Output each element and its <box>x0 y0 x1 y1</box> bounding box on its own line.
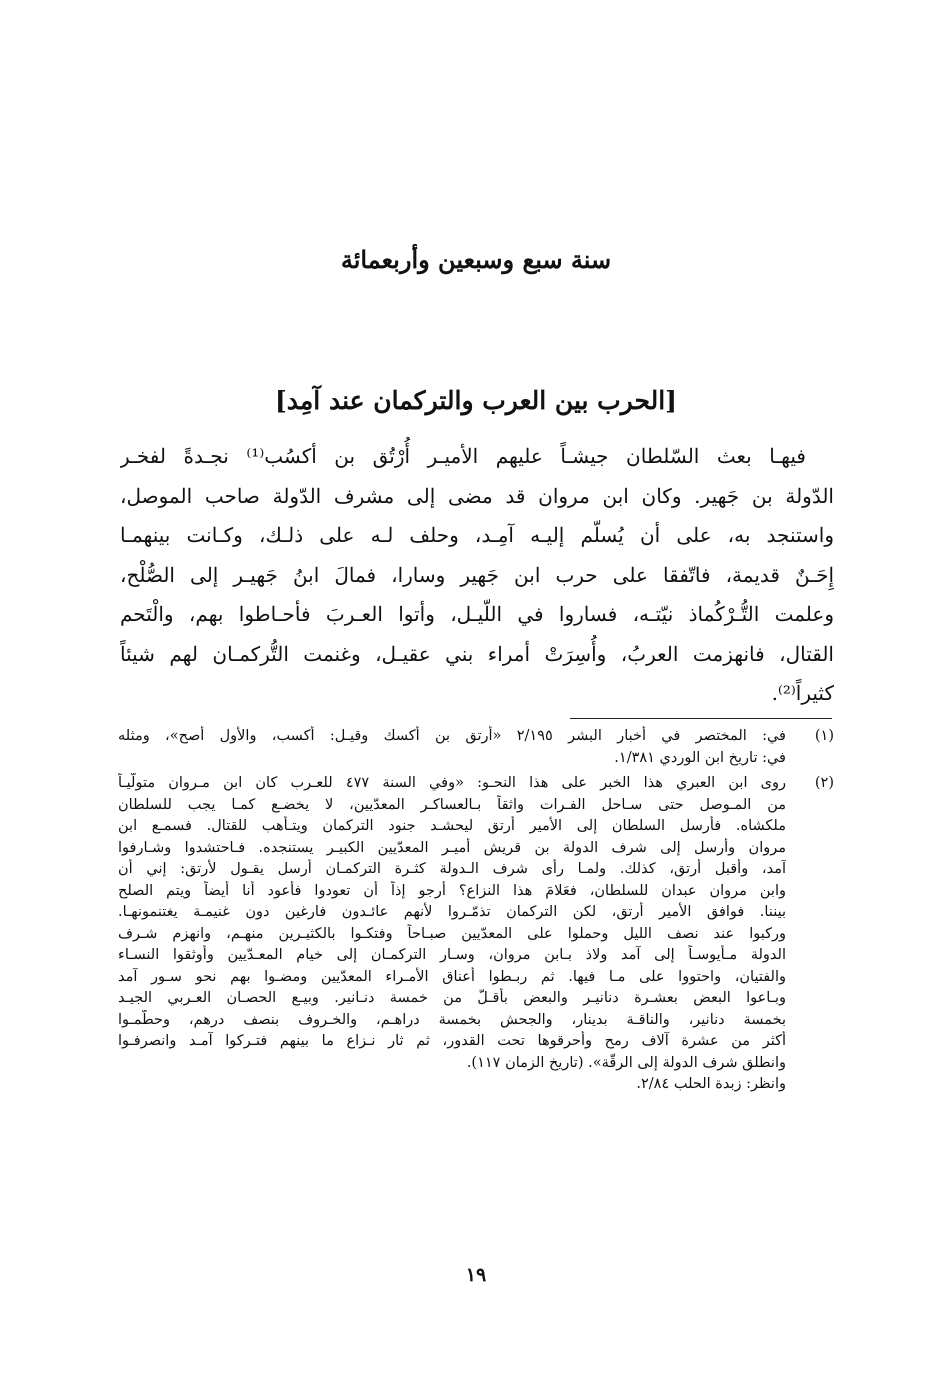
footnote-line: ملكشاه. فأرسل السلطان إلى الأمير أرتق ليحشـد جنود التركمان ويتـأهب للقتال. فسمـع ابن <box>118 818 786 834</box>
footnote-line: بخمسة دنانير، والناقـة بدينار، والجحش بخمسة دراهـم، والخـروف بنصف درهم، وحطّمـوا <box>118 1011 786 1028</box>
footnote-number: (٢) <box>814 775 834 791</box>
footnote-line: في: تاريخ ابن الوردي ١/٣٨١. <box>614 749 786 766</box>
footnote-line: من المـوصل حتى سـاحل الفـرات واثقاً بـالعساكـر المعدّيين، لا يخضـع كمـا يجب للسلطان <box>118 796 786 813</box>
paragraph-line: واستنجد به، على أن يُسلّم إليـه آمِـد، وحلف لـه على ذلـك، وكـانت بينهمـا <box>120 523 834 547</box>
section-heading: [الحرب بين العرب والتركمان عند آمِد] <box>274 386 678 415</box>
footnote-line: وانظر: زبدة الحلب ٢/٨٤. <box>636 1076 786 1092</box>
footnote-line: وبـاعوا البعض بعشـرة دنانيـر والبعض بأقـلّ من خمسة دنـانير. وبيـع الحصـان العـربي الجيـد <box>118 990 786 1006</box>
footnote-line: في: المختصر في أخبار البشر ٢/١٩٥ «أرتق بن أكسك وقيـل: أكسب، والأول أصح»، ومثله <box>118 728 786 744</box>
footnote-line: والفتيان، واحتووا على مـا فيها. ثم ربـطوا أعناق الأمـراء المعدّيين ومضـوا بهم نحو سـور آمد <box>118 968 786 985</box>
main-paragraph <box>120 437 834 714</box>
footnote-line: وركبوا عند نصف الليل وحملوا على المعدّيين صبـاحاً وفتكـوا بالكثيـرين منهـم، وانهزم شـرف <box>118 925 786 942</box>
footnote-line: روى ابن العبري هذا الخبر على هذا النحـو: «وفي السنة ٤٧٧ للعـرب كان ابن مـروان متولّيـاً <box>118 775 786 791</box>
paragraph-line: إِحَـنٌ قديمة، فاتّفقا على حرب ابن جَهير وسارا، فمالَ ابنُ جَهيـر إلى الصُّلْح، <box>120 562 834 587</box>
paragraph-line: وعلمت التُّـرْكُماذ نيّتـه، فساروا في اللّيـل، وأتوا العـربَ فأحـاطوا بهم، والْتَحم <box>120 602 834 626</box>
footnote-line: بيننا. فوافق الأمير أرتق، لكن التركمان تذمّـروا لأنهم عائـدون فارغين دون غنيمـة يغتنمونهـا. <box>118 904 786 920</box>
footnote-divider <box>570 718 832 719</box>
year-heading: سنة سبع وسبعين وأربعمائة <box>340 245 612 274</box>
paragraph-line: كثيراً⁽²⁾. <box>771 681 834 705</box>
paragraph-line: الدّولة بن جَهير. وكان ابن مروان قد مضى إلى مشرف الدّولة صاحب الموصل، <box>120 483 834 508</box>
page-number: ١٩ <box>465 1264 487 1286</box>
footnote-line: الدولة مـأيوسـاً إلى آمد ولاذ بـابن مروان، وسـار التركمـان إلى خيام المعـدّيين وأوثقوا النسـاء <box>118 947 786 963</box>
footnote-number: (١) <box>814 728 834 744</box>
paragraph-line: القتال، فانهزمت العربُ، وأُسِرَتْ أمراء بني عقيـل، وغنمت التُّركمـان لهم شيئاً <box>120 641 834 666</box>
footnotes-section <box>118 726 834 1100</box>
footnote-line: وابن مروان عبدان للسلطان، فعَلامَ هذا النزاع؟ أرجو إذاً أن تعودوا فأعود أنا أيضاً ويتم الصلح <box>118 882 786 899</box>
footnote-2 <box>118 773 834 1096</box>
paragraph-line: فيهـا بعث السّلطان جيشـاً عليهم الأميـر أُرْتُق بن أكسُب⁽¹⁾ نجـدةً لفخـر <box>120 444 806 468</box>
footnote-line: وانطلق شرف الدولة إلى الرقّة». (تاريخ الزمان ١١٧). <box>466 1054 786 1071</box>
footnote-line: أكثر من عشرة آلاف رمح وأحرقوها تحت القدور، ثم ثار نـزاع ما بينهم فتـركوا آمـد وانصرفـوا <box>118 1033 786 1049</box>
footnote-line: مروان وأرسل إلى شرف الدولة بن قريش أميـر المعدّيين الكبيـر يستنجده. فـاحتشدوا وشـارفوا <box>118 839 786 856</box>
footnote-line: آمد، وأقبل أرتق، كذلك. ولمـا رأى شرف الـدولة كثـرة التركمـان أرسل يقـول لأرتق: إني أن <box>118 861 786 877</box>
footnote-1 <box>118 726 834 769</box>
